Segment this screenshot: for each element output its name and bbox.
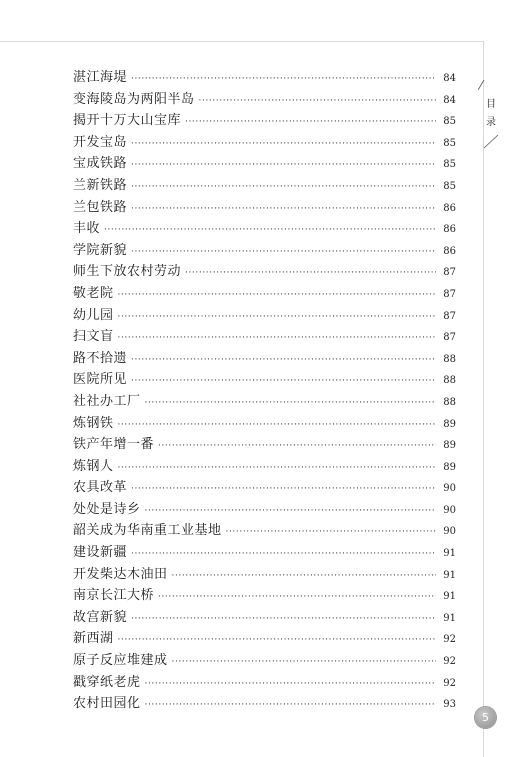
toc-entry-page: 91 — [443, 548, 456, 560]
toc-entry-title: 变海陵岛为两阳半岛 — [73, 91, 195, 107]
page-number-badge: 5 — [475, 707, 496, 728]
toc-entry-title: 新西湖 — [73, 631, 114, 647]
toc-dot-leader — [118, 312, 436, 322]
toc-entry-page: 91 — [443, 612, 456, 624]
toc-dot-leader — [131, 484, 436, 494]
toc-entry-page: 93 — [443, 699, 456, 711]
toc-entry-page: 85 — [443, 137, 456, 149]
toc-entry-page: 90 — [443, 483, 456, 495]
toc-dot-leader — [131, 204, 436, 214]
toc-dot-leader — [118, 290, 436, 300]
toc-entry[interactable] — [73, 152, 456, 174]
toc-entry-title: 处处是诗乡 — [73, 501, 141, 517]
toc-entry-title: 路不拾遗 — [73, 350, 128, 366]
toc-dot-leader — [131, 74, 436, 84]
toc-dot-leader — [172, 657, 436, 667]
section-tab-label-text: 目 录 — [486, 99, 496, 128]
toc-entry[interactable] — [73, 88, 456, 110]
toc-entry-title: 戳穿纸老虎 — [73, 674, 141, 690]
toc-entry[interactable] — [73, 455, 456, 477]
toc-entry[interactable] — [73, 390, 456, 412]
toc-entry-page: 84 — [443, 94, 456, 106]
toc-dot-leader — [145, 679, 436, 689]
toc-dot-leader — [145, 398, 436, 408]
toc-dot-leader — [145, 506, 436, 516]
toc-entry-page: 85 — [443, 116, 456, 128]
toc-entry-page: 88 — [443, 375, 456, 387]
toc-entry[interactable] — [73, 627, 456, 649]
toc-entry[interactable] — [73, 541, 456, 563]
toc-entry[interactable] — [73, 606, 456, 628]
section-tab-label — [485, 96, 497, 132]
toc-entry-title: 社社办工厂 — [73, 393, 141, 409]
toc-entry-title: 医院所见 — [73, 372, 128, 388]
toc-entry[interactable] — [73, 519, 456, 541]
section-tab — [478, 80, 500, 150]
toc-entry[interactable] — [73, 325, 456, 347]
toc-entry[interactable] — [73, 584, 456, 606]
toc-entry-title: 幼儿园 — [73, 307, 114, 323]
toc-entry-page: 87 — [443, 332, 456, 344]
toc-entry-title: 故宫新貌 — [73, 609, 128, 625]
toc-dot-leader — [118, 635, 436, 645]
toc-entry[interactable] — [73, 368, 456, 390]
toc-entry-page: 89 — [443, 418, 456, 430]
toc-entry-title: 韶关成为华南重工业基地 — [73, 523, 222, 539]
toc-entry-page: 89 — [443, 440, 456, 452]
toc-entry-page: 85 — [443, 180, 456, 192]
toc-dot-leader — [118, 420, 436, 430]
toc-dot-leader — [104, 225, 436, 235]
toc-dot-leader — [185, 268, 436, 278]
toc-entry-title: 湛江海堤 — [73, 70, 128, 85]
table-of-contents — [73, 66, 456, 714]
toc-dot-leader — [131, 182, 436, 192]
toc-entry[interactable] — [73, 196, 456, 218]
toc-entry-page: 89 — [443, 461, 456, 473]
toc-dot-leader — [185, 117, 436, 127]
toc-entry-title: 南京长江大桥 — [73, 588, 155, 604]
toc-entry-title: 建设新疆 — [73, 545, 128, 561]
toc-entry-title: 农村田园化 — [73, 696, 141, 712]
toc-entry[interactable] — [73, 433, 456, 455]
toc-entry-page: 92 — [443, 634, 456, 646]
toc-dot-leader — [131, 247, 436, 257]
toc-entry[interactable] — [73, 174, 456, 196]
toc-dot-leader — [118, 463, 436, 473]
toc-dot-leader — [131, 549, 436, 559]
toc-entry-title: 扫文盲 — [73, 329, 114, 345]
toc-dot-leader — [172, 571, 436, 581]
toc-dot-leader — [131, 614, 436, 624]
toc-entry-page: 86 — [443, 202, 456, 214]
toc-entry-page: 86 — [443, 224, 456, 236]
toc-entry-page: 87 — [443, 288, 456, 300]
toc-entry[interactable] — [73, 304, 456, 326]
toc-entry-title: 敬老院 — [73, 285, 114, 301]
toc-entry-title: 农具改革 — [73, 480, 128, 496]
toc-entry[interactable] — [73, 671, 456, 693]
toc-entry-title: 铁产年增一番 — [73, 437, 155, 453]
toc-entry[interactable] — [73, 476, 456, 498]
toc-entry-title: 师生下放农村劳动 — [73, 264, 182, 280]
toc-entry-page: 92 — [443, 677, 456, 689]
toc-entry-page: 90 — [443, 504, 456, 516]
toc-entry-page: 91 — [443, 569, 456, 581]
toc-entry-title: 炼钢铁 — [73, 415, 114, 431]
toc-entry-title: 宝成铁路 — [73, 156, 128, 172]
toc-entry[interactable] — [73, 217, 456, 239]
toc-entry-page: 87 — [443, 267, 456, 279]
toc-entry-title: 原子反应堆建成 — [73, 653, 168, 669]
toc-entry-page: 88 — [443, 396, 456, 408]
toc-dot-leader — [131, 376, 436, 386]
toc-entry-page: 87 — [443, 310, 456, 322]
toc-entry-title: 揭开十万大山宝库 — [73, 113, 182, 129]
toc-entry-page: 90 — [443, 526, 456, 538]
toc-dot-leader — [158, 441, 436, 451]
toc-dot-leader — [199, 96, 436, 106]
toc-entry-page: 91 — [443, 591, 456, 603]
toc-dot-leader — [226, 527, 436, 537]
toc-entry[interactable] — [73, 498, 456, 520]
toc-dot-leader — [145, 700, 436, 710]
toc-entry[interactable] — [73, 109, 456, 131]
toc-entry[interactable] — [73, 347, 456, 369]
toc-dot-leader — [118, 333, 436, 343]
toc-entry[interactable] — [73, 66, 456, 88]
toc-entry[interactable] — [73, 412, 456, 434]
toc-dot-leader — [131, 355, 436, 365]
toc-dot-leader — [131, 139, 436, 149]
toc-entry-title: 开发柴达木油田 — [73, 566, 168, 582]
toc-entry[interactable] — [73, 649, 456, 671]
toc-entry-title: 学院新貌 — [73, 242, 128, 258]
toc-entry-title: 兰包铁路 — [73, 199, 128, 215]
toc-entry-page: 84 — [443, 73, 456, 84]
toc-entry[interactable] — [73, 260, 456, 282]
toc-dot-leader — [131, 160, 436, 170]
toc-entry-title: 兰新铁路 — [73, 177, 128, 193]
toc-entry[interactable] — [73, 692, 456, 714]
toc-entry[interactable] — [73, 239, 456, 261]
toc-entry-title: 炼钢人 — [73, 458, 114, 474]
toc-entry[interactable] — [73, 131, 456, 153]
toc-entry[interactable] — [73, 563, 456, 585]
toc-entry-page: 85 — [443, 159, 456, 171]
toc-entry-page: 88 — [443, 353, 456, 365]
toc-entry-title: 丰收 — [73, 221, 101, 237]
toc-entry-page: 86 — [443, 245, 456, 257]
toc-entry[interactable] — [73, 282, 456, 304]
toc-entry-title: 开发宝岛 — [73, 134, 128, 150]
toc-dot-leader — [158, 592, 436, 602]
toc-entry-page: 92 — [443, 656, 456, 668]
